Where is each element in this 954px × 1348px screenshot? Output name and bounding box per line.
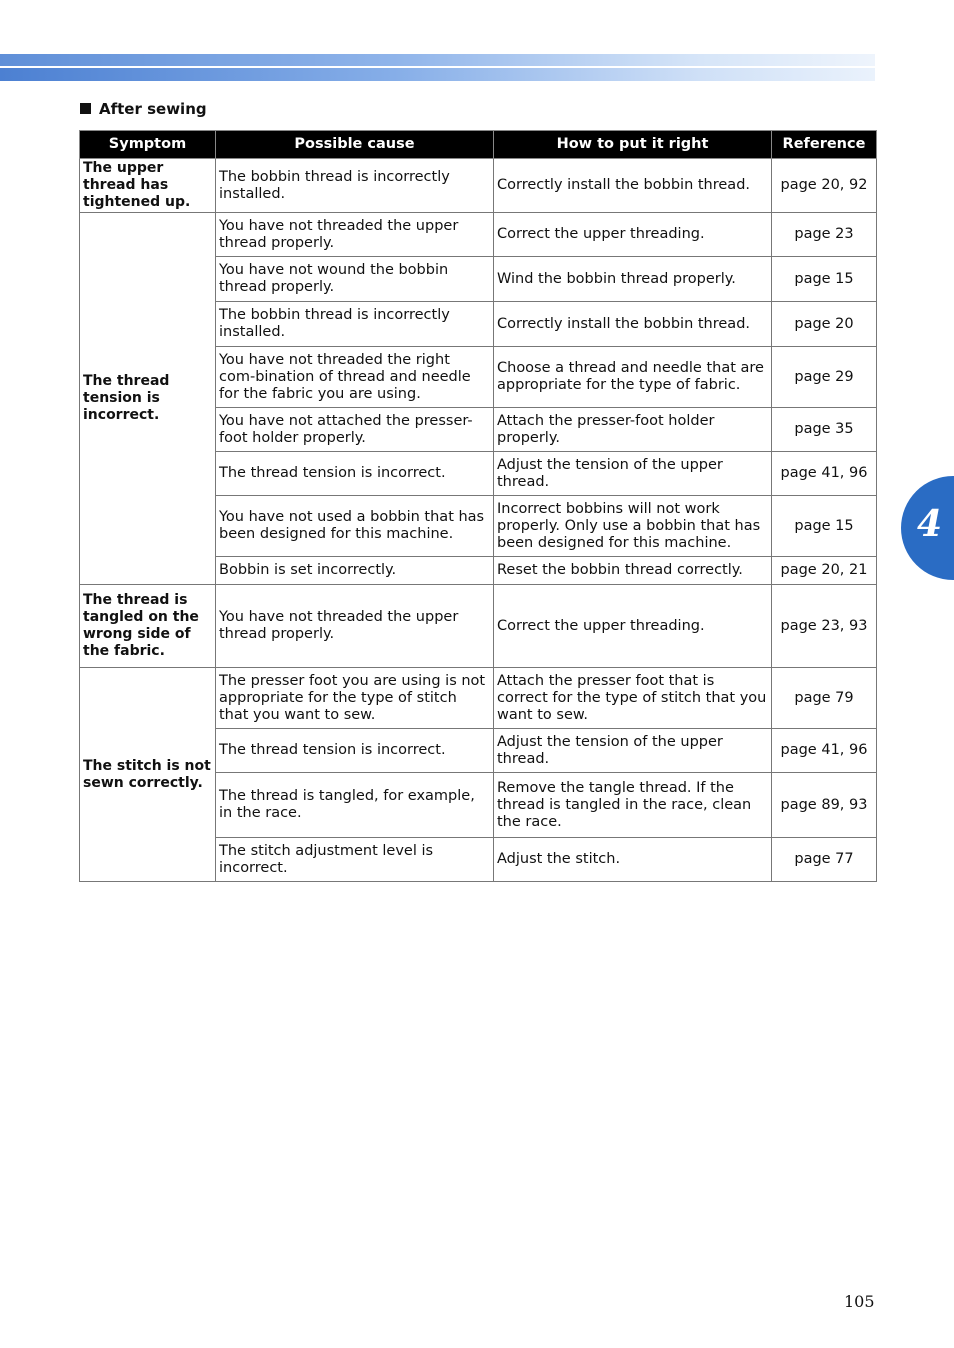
chapter-tab: [901, 476, 954, 580]
troubleshooting-table: [79, 130, 877, 882]
cause-cell: You have not threaded the upper thread properly.: [216, 213, 494, 257]
header-possible-cause: Possible cause: [216, 131, 494, 159]
page-number: 105: [844, 1292, 875, 1311]
cause-cell: You have not attached the presser-foot holder properly.: [216, 408, 494, 452]
reference-cell: page 35: [772, 408, 877, 452]
cause-cell: The thread is tangled, for example, in the race.: [216, 773, 494, 838]
fix-cell: Adjust the stitch.: [494, 838, 772, 882]
symptom-cell: The thread tension is incorrect.: [80, 213, 216, 585]
reference-cell: page 89, 93: [772, 773, 877, 838]
symptom-cell: The stitch is not sewn correctly.: [80, 668, 216, 882]
reference-cell: page 15: [772, 496, 877, 557]
reference-cell: page 29: [772, 347, 877, 408]
table-row: [80, 668, 877, 729]
table-row: [80, 159, 877, 213]
cause-cell: The stitch adjustment level is incorrect.: [216, 838, 494, 882]
reference-cell: page 15: [772, 257, 877, 302]
symptom-cell: The upper thread has tightened up.: [80, 159, 216, 213]
table-row: [80, 213, 877, 257]
reference-cell: page 20: [772, 302, 877, 347]
fix-cell: Adjust the tension of the upper thread.: [494, 452, 772, 496]
header-band-top: [0, 54, 875, 66]
cause-cell: The presser foot you are using is not appropriate for the type of stitch that you want to sew.: [216, 668, 494, 729]
reference-cell: page 20, 21: [772, 557, 877, 585]
cause-cell: You have not wound the bobbin thread properly.: [216, 257, 494, 302]
cause-cell: The bobbin thread is incorrectly installed.: [216, 159, 494, 213]
table-row: [80, 585, 877, 668]
header-symptom: Symptom: [80, 131, 216, 159]
chapter-number: 4: [917, 503, 943, 545]
reference-cell: page 23: [772, 213, 877, 257]
cause-cell: The thread tension is incorrect.: [216, 729, 494, 773]
symptom-cell: The thread is tangled on the wrong side of the fabric.: [80, 585, 216, 668]
fix-cell: Correctly install the bobbin thread.: [494, 302, 772, 347]
fix-cell: Choose a thread and needle that are appropriate for the type of fabric.: [494, 347, 772, 408]
cause-cell: The thread tension is incorrect.: [216, 452, 494, 496]
cause-cell: Bobbin is set incorrectly.: [216, 557, 494, 585]
fix-cell: Wind the bobbin thread properly.: [494, 257, 772, 302]
fix-cell: Adjust the tension of the upper thread.: [494, 729, 772, 773]
reference-cell: page 79: [772, 668, 877, 729]
fix-cell: Attach the presser foot that is correct for the type of stitch that you want to sew.: [494, 668, 772, 729]
table-header-row: [80, 131, 877, 159]
square-bullet-icon: [80, 103, 91, 114]
reference-cell: page 23, 93: [772, 585, 877, 668]
reference-cell: page 41, 96: [772, 729, 877, 773]
reference-cell: page 77: [772, 838, 877, 882]
cause-cell: The bobbin thread is incorrectly installed.: [216, 302, 494, 347]
fix-cell: Attach the presser-foot holder properly.: [494, 408, 772, 452]
header-how-to-fix: How to put it right: [494, 131, 772, 159]
fix-cell: Correctly install the bobbin thread.: [494, 159, 772, 213]
fix-cell: Remove the tangle thread. If the thread is tangled in the race, clean the race.: [494, 773, 772, 838]
fix-cell: Correct the upper threading.: [494, 213, 772, 257]
header-reference: Reference: [772, 131, 877, 159]
fix-cell: Reset the bobbin thread correctly.: [494, 557, 772, 585]
fix-cell: Incorrect bobbins will not work properly. Only use a bobbin that has been designed for this machine.: [494, 496, 772, 557]
reference-cell: page 41, 96: [772, 452, 877, 496]
reference-cell: page 20, 92: [772, 159, 877, 213]
cause-cell: You have not used a bobbin that has been designed for this machine.: [216, 496, 494, 557]
cause-cell: You have not threaded the upper thread properly.: [216, 585, 494, 668]
section-heading: [80, 100, 207, 118]
cause-cell: You have not threaded the right com-bination of thread and needle for the fabric you are using.: [216, 347, 494, 408]
section-title: After sewing: [99, 100, 207, 118]
fix-cell: Correct the upper threading.: [494, 585, 772, 668]
header-band-bottom: [0, 68, 875, 81]
